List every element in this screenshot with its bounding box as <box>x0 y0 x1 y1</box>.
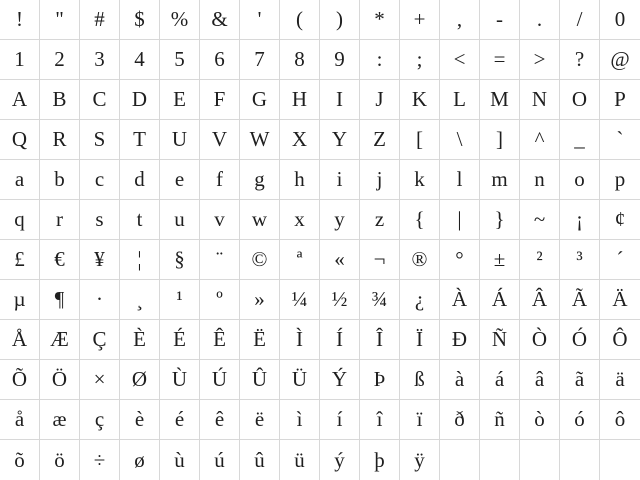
glyph-cell[interactable]: " <box>40 0 80 40</box>
glyph-cell[interactable]: i <box>320 160 360 200</box>
glyph-cell[interactable]: = <box>480 40 520 80</box>
glyph-cell[interactable]: è <box>120 400 160 440</box>
glyph-cell[interactable]: 1 <box>0 40 40 80</box>
glyph-cell[interactable]: n <box>520 160 560 200</box>
glyph-cell[interactable]: Ú <box>200 360 240 400</box>
glyph-cell[interactable]: 0 <box>600 0 640 40</box>
glyph-cell[interactable]: £ <box>0 240 40 280</box>
glyph-cell[interactable]: ° <box>440 240 480 280</box>
glyph-cell[interactable]: U <box>160 120 200 160</box>
glyph-cell[interactable]: ç <box>80 400 120 440</box>
glyph-cell[interactable]: ³ <box>560 240 600 280</box>
glyph-cell[interactable]: * <box>360 0 400 40</box>
glyph-cell[interactable]: Þ <box>360 360 400 400</box>
glyph-cell[interactable]: X <box>280 120 320 160</box>
glyph-cell[interactable]: ¼ <box>280 280 320 320</box>
glyph-cell[interactable]: ¿ <box>400 280 440 320</box>
glyph-cell[interactable]: Ô <box>600 320 640 360</box>
glyph-cell[interactable]: 2 <box>40 40 80 80</box>
glyph-cell[interactable]: Ò <box>520 320 560 360</box>
glyph-cell[interactable]: F <box>200 80 240 120</box>
glyph-cell[interactable]: © <box>240 240 280 280</box>
glyph-cell[interactable]: ¥ <box>80 240 120 280</box>
glyph-cell[interactable]: ß <box>400 360 440 400</box>
glyph-cell[interactable]: D <box>120 80 160 120</box>
glyph-cell[interactable]: : <box>360 40 400 80</box>
glyph-cell[interactable]: Ü <box>280 360 320 400</box>
glyph-cell[interactable]: Ó <box>560 320 600 360</box>
glyph-cell[interactable]: f <box>200 160 240 200</box>
glyph-cell[interactable]: ó <box>560 400 600 440</box>
glyph-cell[interactable]: ð <box>440 400 480 440</box>
glyph-cell[interactable]: ö <box>40 440 80 480</box>
glyph-cell[interactable]: e <box>160 160 200 200</box>
glyph-cell[interactable]: V <box>200 120 240 160</box>
glyph-cell[interactable]: E <box>160 80 200 120</box>
glyph-cell[interactable]: º <box>200 280 240 320</box>
glyph-cell[interactable]: l <box>440 160 480 200</box>
glyph-cell[interactable]: + <box>400 0 440 40</box>
glyph-cell[interactable]: ' <box>240 0 280 40</box>
glyph-cell[interactable]: û <box>240 440 280 480</box>
glyph-cell[interactable]: 8 <box>280 40 320 80</box>
glyph-cell[interactable]: Á <box>480 280 520 320</box>
glyph-cell[interactable]: a <box>0 160 40 200</box>
glyph-cell[interactable]: ½ <box>320 280 360 320</box>
glyph-cell[interactable]: K <box>400 80 440 120</box>
glyph-cell[interactable]: Æ <box>40 320 80 360</box>
glyph-cell[interactable]: ¶ <box>40 280 80 320</box>
glyph-cell-empty <box>560 440 600 480</box>
glyph-cell[interactable]: 5 <box>160 40 200 80</box>
glyph-cell[interactable]: · <box>80 280 120 320</box>
glyph-cell[interactable]: È <box>120 320 160 360</box>
glyph-cell[interactable]: ¾ <box>360 280 400 320</box>
glyph-cell[interactable]: Ì <box>280 320 320 360</box>
glyph-cell[interactable]: > <box>520 40 560 80</box>
glyph-cell[interactable]: ü <box>280 440 320 480</box>
glyph-cell[interactable]: ý <box>320 440 360 480</box>
glyph-cell[interactable]: ô <box>600 400 640 440</box>
glyph-cell[interactable]: ¹ <box>160 280 200 320</box>
glyph-cell[interactable]: } <box>480 200 520 240</box>
glyph-cell[interactable]: ñ <box>480 400 520 440</box>
glyph-cell[interactable]: m <box>480 160 520 200</box>
glyph-cell[interactable]: æ <box>40 400 80 440</box>
glyph-cell[interactable]: ¬ <box>360 240 400 280</box>
glyph-cell[interactable]: W <box>240 120 280 160</box>
glyph-cell[interactable]: J <box>360 80 400 120</box>
glyph-cell[interactable]: ` <box>600 120 640 160</box>
glyph-cell[interactable]: å <box>0 400 40 440</box>
glyph-cell[interactable]: þ <box>360 440 400 480</box>
glyph-cell[interactable]: « <box>320 240 360 280</box>
glyph-cell[interactable]: N <box>520 80 560 120</box>
glyph-cell[interactable]: ¦ <box>120 240 160 280</box>
glyph-cell[interactable]: õ <box>0 440 40 480</box>
glyph-cell[interactable]: Z <box>360 120 400 160</box>
glyph-cell[interactable]: @ <box>600 40 640 80</box>
glyph-cell[interactable]: C <box>80 80 120 120</box>
glyph-cell[interactable]: ä <box>600 360 640 400</box>
glyph-cell[interactable]: Ä <box>600 280 640 320</box>
glyph-cell[interactable]: ¡ <box>560 200 600 240</box>
glyph-cell[interactable]: \ <box>440 120 480 160</box>
glyph-cell[interactable]: ì <box>280 400 320 440</box>
glyph-cell[interactable]: Û <box>240 360 280 400</box>
glyph-cell[interactable]: c <box>80 160 120 200</box>
glyph-cell[interactable]: § <box>160 240 200 280</box>
glyph-cell[interactable]: ± <box>480 240 520 280</box>
glyph-cell[interactable]: 9 <box>320 40 360 80</box>
glyph-cell[interactable]: Ï <box>400 320 440 360</box>
glyph-cell[interactable]: ¢ <box>600 200 640 240</box>
glyph-cell[interactable]: _ <box>560 120 600 160</box>
glyph-cell[interactable]: Ù <box>160 360 200 400</box>
glyph-cell[interactable]: ¨ <box>200 240 240 280</box>
glyph-cell[interactable]: Î <box>360 320 400 360</box>
glyph-cell[interactable]: ë <box>240 400 280 440</box>
glyph-cell[interactable]: . <box>520 0 560 40</box>
glyph-cell[interactable]: % <box>160 0 200 40</box>
glyph-cell[interactable]: v <box>200 200 240 240</box>
glyph-cell[interactable]: T <box>120 120 160 160</box>
glyph-cell[interactable]: R <box>40 120 80 160</box>
glyph-cell[interactable]: ÷ <box>80 440 120 480</box>
glyph-cell[interactable]: Ý <box>320 360 360 400</box>
glyph-cell[interactable]: ® <box>400 240 440 280</box>
glyph-cell-empty <box>480 440 520 480</box>
glyph-cell[interactable]: { <box>400 200 440 240</box>
glyph-cell[interactable]: ï <box>400 400 440 440</box>
glyph-cell[interactable]: Ø <box>120 360 160 400</box>
glyph-cell[interactable]: O <box>560 80 600 120</box>
glyph-cell[interactable]: r <box>40 200 80 240</box>
glyph-cell[interactable]: k <box>400 160 440 200</box>
glyph-cell[interactable]: Q <box>0 120 40 160</box>
glyph-cell[interactable]: Õ <box>0 360 40 400</box>
glyph-cell[interactable]: < <box>440 40 480 80</box>
glyph-cell[interactable]: A <box>0 80 40 120</box>
glyph-cell[interactable]: - <box>480 0 520 40</box>
glyph-cell[interactable]: S <box>80 120 120 160</box>
glyph-cell[interactable]: ø <box>120 440 160 480</box>
glyph-cell[interactable]: ÿ <box>400 440 440 480</box>
glyph-cell[interactable]: d <box>120 160 160 200</box>
glyph-cell[interactable]: ù <box>160 440 200 480</box>
glyph-cell[interactable]: 4 <box>120 40 160 80</box>
glyph-cell[interactable]: Ê <box>200 320 240 360</box>
glyph-cell[interactable]: B <box>40 80 80 120</box>
glyph-cell[interactable]: # <box>80 0 120 40</box>
glyph-cell[interactable]: ´ <box>600 240 640 280</box>
glyph-cell[interactable]: × <box>80 360 120 400</box>
glyph-cell[interactable]: ? <box>560 40 600 80</box>
glyph-cell[interactable]: x <box>280 200 320 240</box>
glyph-cell[interactable]: Í <box>320 320 360 360</box>
glyph-cell[interactable]: Â <box>520 280 560 320</box>
glyph-cell[interactable]: & <box>200 0 240 40</box>
glyph-cell[interactable]: ) <box>320 0 360 40</box>
glyph-cell[interactable]: € <box>40 240 80 280</box>
glyph-cell[interactable]: Å <box>0 320 40 360</box>
glyph-cell[interactable]: h <box>280 160 320 200</box>
glyph-cell[interactable]: , <box>440 0 480 40</box>
glyph-cell[interactable]: À <box>440 280 480 320</box>
glyph-cell[interactable]: á <box>480 360 520 400</box>
glyph-cell[interactable]: s <box>80 200 120 240</box>
glyph-cell[interactable]: Ë <box>240 320 280 360</box>
glyph-cell[interactable]: ¸ <box>120 280 160 320</box>
glyph-cell[interactable]: Ç <box>80 320 120 360</box>
glyph-cell[interactable]: y <box>320 200 360 240</box>
glyph-cell[interactable]: j <box>360 160 400 200</box>
glyph-cell[interactable]: w <box>240 200 280 240</box>
glyph-cell[interactable]: P <box>600 80 640 120</box>
glyph-cell[interactable]: L <box>440 80 480 120</box>
glyph-cell-empty <box>600 440 640 480</box>
glyph-cell[interactable]: Ð <box>440 320 480 360</box>
glyph-cell[interactable]: g <box>240 160 280 200</box>
glyph-cell[interactable]: ] <box>480 120 520 160</box>
glyph-cell[interactable]: 7 <box>240 40 280 80</box>
glyph-cell[interactable]: ^ <box>520 120 560 160</box>
glyph-cell[interactable]: ú <box>200 440 240 480</box>
glyph-cell[interactable]: [ <box>400 120 440 160</box>
glyph-cell[interactable]: í <box>320 400 360 440</box>
glyph-cell-empty <box>520 440 560 480</box>
glyph-cell[interactable]: É <box>160 320 200 360</box>
glyph-cell[interactable]: / <box>560 0 600 40</box>
glyph-cell[interactable]: â <box>520 360 560 400</box>
glyph-cell[interactable]: ~ <box>520 200 560 240</box>
glyph-cell[interactable]: Ã <box>560 280 600 320</box>
glyph-cell[interactable]: u <box>160 200 200 240</box>
glyph-cell[interactable]: à <box>440 360 480 400</box>
glyph-cell[interactable]: ² <box>520 240 560 280</box>
glyph-cell[interactable]: ( <box>280 0 320 40</box>
glyph-cell[interactable]: I <box>320 80 360 120</box>
glyph-cell[interactable]: $ <box>120 0 160 40</box>
glyph-cell[interactable]: 6 <box>200 40 240 80</box>
glyph-cell[interactable]: t <box>120 200 160 240</box>
glyph-cell[interactable]: | <box>440 200 480 240</box>
glyph-cell[interactable]: p <box>600 160 640 200</box>
glyph-cell[interactable]: ª <box>280 240 320 280</box>
glyph-cell[interactable]: Ñ <box>480 320 520 360</box>
glyph-cell[interactable]: 3 <box>80 40 120 80</box>
glyph-cell[interactable]: Y <box>320 120 360 160</box>
glyph-cell[interactable]: µ <box>0 280 40 320</box>
glyph-cell[interactable]: Ö <box>40 360 80 400</box>
glyph-cell[interactable]: G <box>240 80 280 120</box>
glyph-cell[interactable]: ! <box>0 0 40 40</box>
glyph-cell[interactable]: q <box>0 200 40 240</box>
glyph-cell[interactable]: î <box>360 400 400 440</box>
glyph-cell[interactable]: é <box>160 400 200 440</box>
glyph-cell[interactable]: H <box>280 80 320 120</box>
glyph-cell-empty <box>440 440 480 480</box>
glyph-cell[interactable]: M <box>480 80 520 120</box>
glyph-cell[interactable]: ê <box>200 400 240 440</box>
glyph-cell[interactable]: o <box>560 160 600 200</box>
glyph-cell[interactable]: ã <box>560 360 600 400</box>
glyph-cell[interactable]: ò <box>520 400 560 440</box>
glyph-cell[interactable]: ; <box>400 40 440 80</box>
glyph-cell[interactable]: z <box>360 200 400 240</box>
glyph-cell[interactable]: » <box>240 280 280 320</box>
glyph-cell[interactable]: b <box>40 160 80 200</box>
